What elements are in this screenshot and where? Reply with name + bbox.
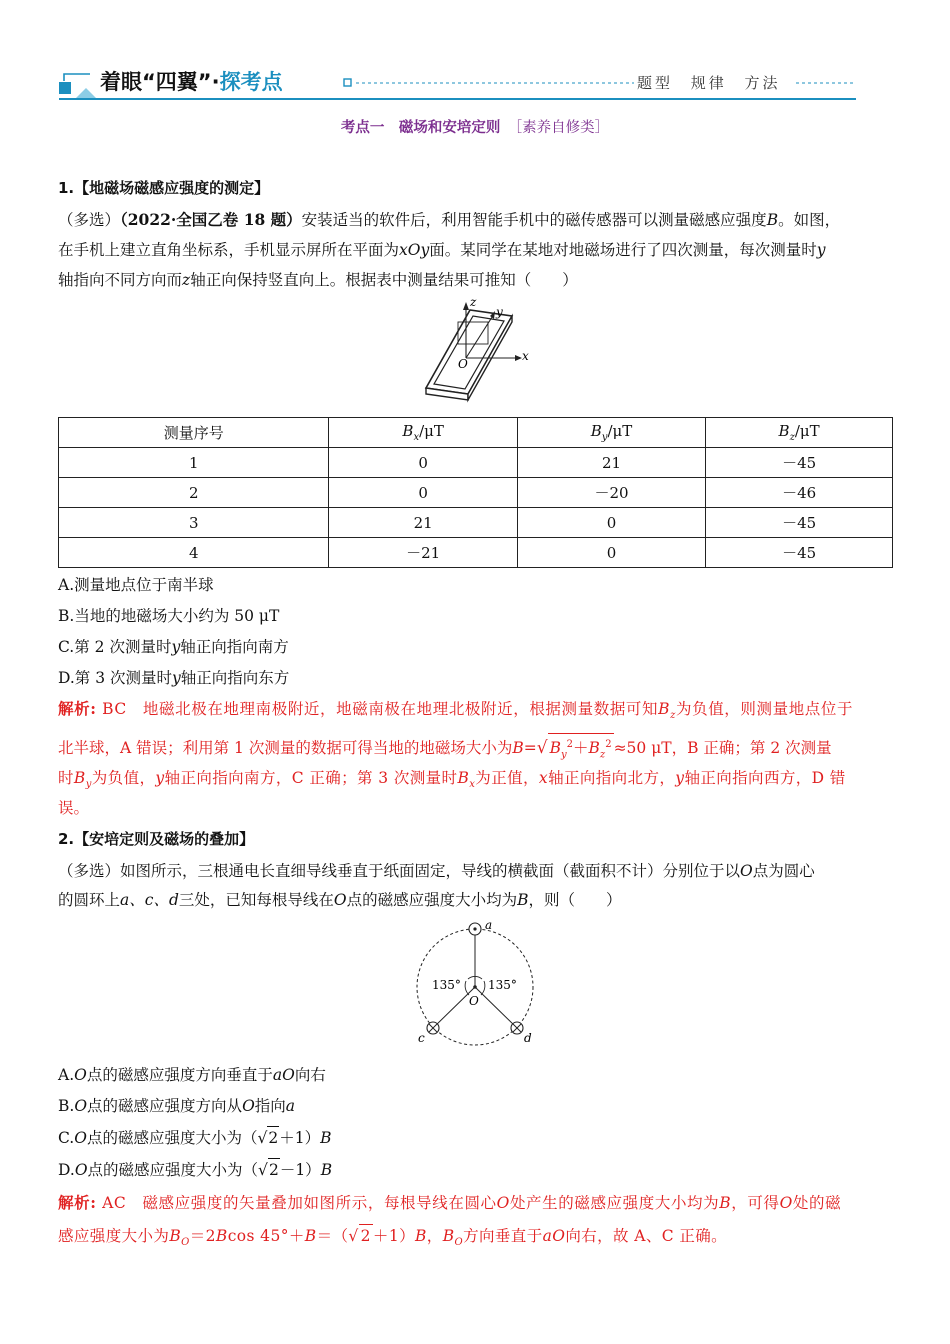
angle-label-right: 135° <box>488 978 517 992</box>
q2-option-d: D.O点的磁感应强度大小为（√2－1）B <box>58 1158 894 1181</box>
section-title: 考点一 磁场和安培定则 ［素养自修类］ <box>340 120 610 136</box>
q1-option-b: B.当地的地磁场大小约为 50 μT <box>58 607 280 625</box>
section-tag: ［素养自修类］ <box>514 120 610 136</box>
table-row: 3 21 0 －45 <box>59 508 893 538</box>
q1-option-d: D.第 3 次测量时y轴正向指向东方 <box>58 669 290 687</box>
table-header-row <box>59 418 893 448</box>
q2-option-a: A.O点的磁感应强度方向垂直于aO向右 <box>58 1066 326 1084</box>
q2-option-b: B.O点的磁感应强度方向从O指向a <box>58 1097 296 1115</box>
table-header-cell: $B_z/\mu T$ <box>706 418 893 448</box>
point-label-c: c <box>418 1031 425 1045</box>
header-right-labels: 题型 规律 方法 <box>637 74 781 92</box>
axis-label-z: z <box>470 296 477 309</box>
q1-analysis-line-1: 解析: BC 地磁北极在地理南极附近，地磁南极在地理北极附近，根据测量数据可知$B_z$为负值，则测量地点位于 <box>58 699 854 722</box>
table-header-cell: $B_y/\mu T$ <box>517 418 705 448</box>
axis-label-y: y <box>496 305 503 319</box>
q1-option-c: C.第 2 次测量时y轴正向指向南方 <box>58 638 289 656</box>
q2-heading: 2.【安培定则及磁场的叠加】 <box>58 830 255 848</box>
wires-circle-figure <box>408 915 548 1055</box>
wire-c-in-icon <box>427 1022 439 1034</box>
table-row: 1 0 21 －45 <box>59 448 893 478</box>
q1-heading: 1.【地磁场磁感应强度的测定】 <box>58 179 270 197</box>
q1-analysis-line-4: 误。 <box>58 799 90 817</box>
q1-stem-line-3: 轴指向不同方向而z轴正向保持竖直向上。根据表中测量结果可推知（ ） <box>58 271 578 289</box>
origin-label: O <box>458 357 468 371</box>
q2-stem-line-1: （多选）如图所示，三根通电长直细导线垂直于纸面固定，导线的横截面（截面积不计）分别位于以O点为圆心 <box>58 862 815 880</box>
q2-option-c: C.O点的磁感应强度大小为（√2＋1）B <box>58 1126 894 1149</box>
header-title-accent: 探考点 <box>219 70 283 94</box>
point-label-a: a <box>485 918 493 932</box>
q2-stem-line-2: 的圆环上a、c、d三处，已知每根导线在O点的磁感应强度大小均为B，则（ ） <box>58 891 622 909</box>
q2-analysis-line-1: 解析: AC 磁感应强度的矢量叠加如图所示，每根导线在圆心O处产生的磁感应强度大小均为B，可得O处的磁 <box>58 1193 842 1212</box>
header-title: 着眼“四翼”·探考点 <box>100 70 283 94</box>
table-header-cell: 测量序号 <box>59 418 329 448</box>
measurement-table <box>58 417 893 568</box>
table-row: 2 0 －20 －46 <box>59 478 893 508</box>
table-row: 4 －21 0 －45 <box>59 538 893 568</box>
angle-label-left: 135° <box>432 978 461 992</box>
q1-analysis-line-3: 时$B_y$为负值，y轴正向指向南方，C 正确；第 3 次测量时$B_x$为正值，x轴正向指向北方，y轴正向指向西方，D 错 <box>58 769 846 791</box>
phone-axes-figure <box>418 296 538 410</box>
center-label-o: O <box>469 994 479 1008</box>
table-header-cell: $B_x/\mu T$ <box>329 418 517 448</box>
point-label-d: d <box>524 1031 532 1045</box>
wire-d-in-icon <box>511 1022 523 1034</box>
q1-stem-line-2: 在手机上建立直角坐标系，手机显示屏所在平面为xOy面。某同学在某地对地磁场进行了四次测量，每次测量时y <box>58 241 826 259</box>
q1-stem-line-1: （多选）（2022·全国乙卷 18 题）安装适当的软件后，利用智能手机中的磁传感器可以测量磁感应强度B。如图， <box>58 210 841 229</box>
q2-analysis-line-2: 感应强度大小为$B_O=2Bcos$ 45°＋B＝（√ 2 ＋1）B，$B_O$方向垂直于aO向右，故 A、C 正确。 <box>58 1224 894 1254</box>
q1-analysis-line-2: 北半球，A 错误；利用第 1 次测量的数据可得当地的地磁场大小为B=√ $B_y^2+B_z^2 \approx 50$ μT，B 正确；第 2 次测量 <box>58 733 894 766</box>
axis-label-x: x <box>522 349 529 363</box>
q1-option-a: A.测量地点位于南半球 <box>58 576 214 594</box>
